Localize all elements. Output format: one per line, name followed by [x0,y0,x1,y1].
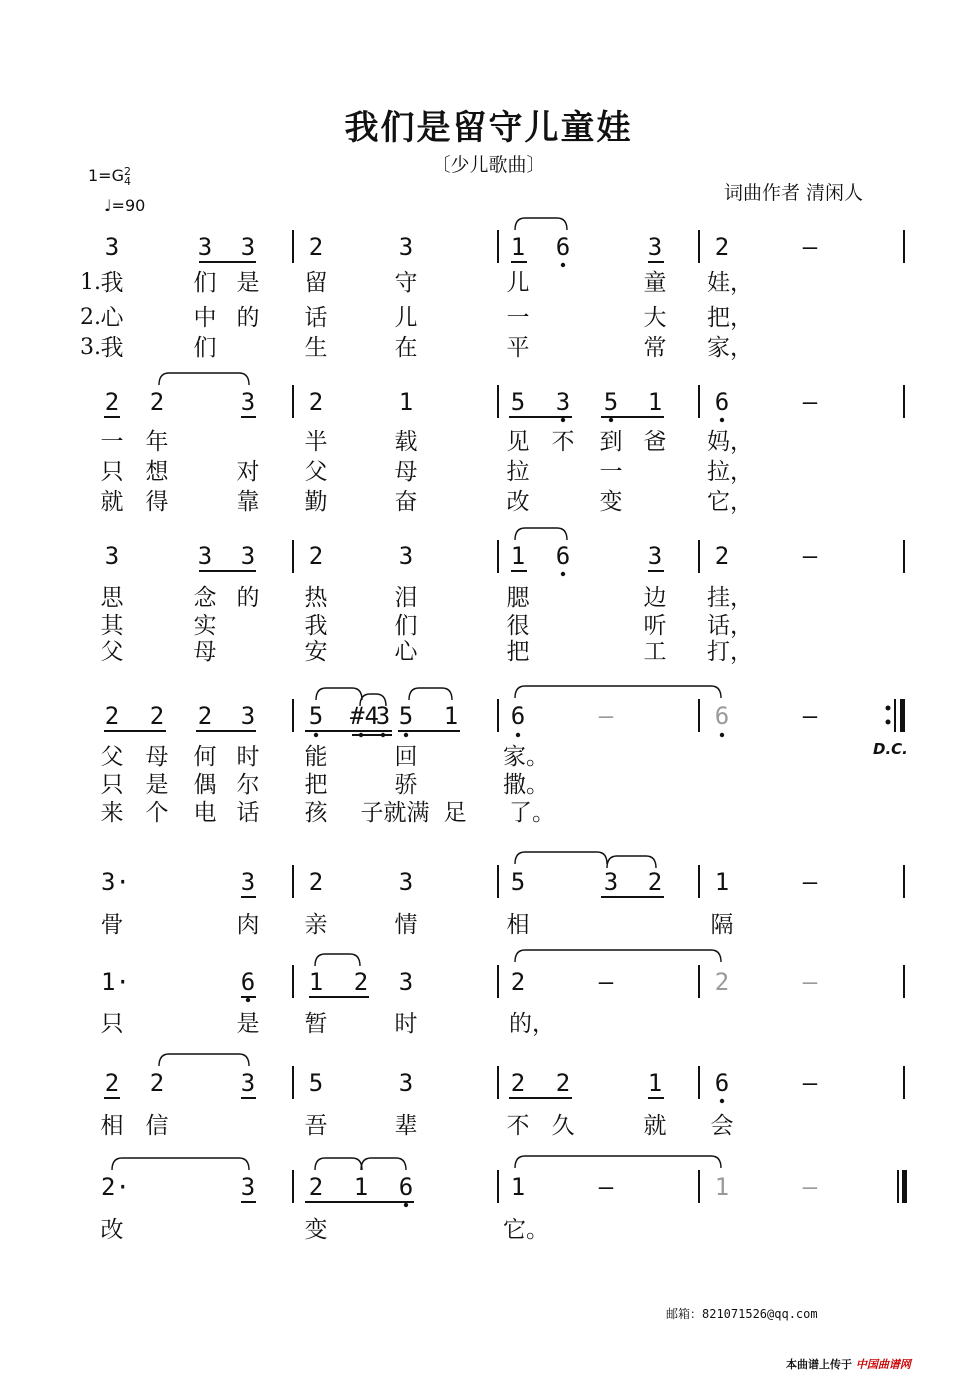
quarter-note-icon: ♩ [104,196,112,215]
slur-arc [515,528,567,540]
note: 3 [398,868,414,896]
repeat-dot [886,706,891,711]
lyric-syllable: 的 [236,305,260,331]
lyric-syllable: 到 [599,429,623,455]
lyric-syllable: 它， [707,489,753,515]
note: 1 [647,1069,663,1097]
note: 3 [240,542,256,570]
lower-octave-dot [314,733,318,737]
lower-octave-dot [359,733,363,737]
note: 5 [308,1069,324,1097]
lyric-syllable: 只 [100,1011,124,1037]
slur-arc [515,686,721,698]
note: 2 [510,968,526,996]
lyric-syllable: 生 [304,335,328,361]
lyric-syllable: 挂， [707,585,753,611]
note: 3 [197,233,213,261]
lyric-syllable: 是 [236,270,260,296]
lyric-syllable: 童 [643,270,667,296]
repeat-dot [886,720,891,725]
note: 2 [308,1173,324,1201]
lyric-syllable: 守 [394,270,418,296]
note: 2 [647,868,663,896]
note: 3 [647,542,663,570]
lyric-syllable: 心 [100,305,124,331]
note: 2 [197,702,213,730]
note: – [802,702,818,730]
song-title: 我们是留守儿童娃 [344,108,633,148]
lyric-syllable: 父 [100,639,124,665]
note: 5 [308,702,324,730]
slur-arc [159,1054,249,1066]
lyric-syllable: 隔 [710,912,734,938]
note: 2 [308,388,324,416]
slur-arc [316,688,362,700]
slur-arc [515,852,607,864]
lyric-syllable: 情 [394,912,418,938]
lyric-syllable: 吾 [304,1113,328,1139]
lyric-syllable: 时 [236,744,260,770]
note: 1 [510,1173,526,1201]
note: 2 [555,1069,571,1097]
lyric-syllable: 一 [100,429,124,455]
lyric-syllable: 载 [394,429,418,455]
lyric-syllable: 辈 [394,1113,418,1139]
note: 3 [398,233,414,261]
lower-octave-dot [561,572,565,576]
lyric-syllable: 它。 [503,1217,549,1243]
lyric-syllable: 久 [551,1113,575,1139]
time-bottom: 4 [123,174,131,188]
lyric-syllable: 娃， [707,270,753,296]
note: 3 [104,233,120,261]
lyric-syllable: 的 [236,585,260,611]
lyric-syllable: 亲 [304,912,328,938]
note: – [802,233,818,261]
lyric-syllable: 拉 [506,459,530,485]
lyric-syllable: 勤 [304,489,328,515]
note: 2 [714,968,730,996]
lyric-syllable: 中 [193,305,217,331]
note: – [598,968,614,996]
note: 6 [510,702,526,730]
lyric-syllable: 暂 [304,1011,328,1037]
note: 1 [510,542,526,570]
note: 1 [308,968,324,996]
note: 6 [555,542,571,570]
lower-octave-dot [246,998,250,1002]
lyric-syllable: 偶 [193,772,217,798]
note: 3 [240,1173,256,1201]
slur-arc [360,694,386,706]
lyric-syllable: 回 [394,744,418,770]
lyric-syllable: 把， [707,305,753,331]
note: 6 [714,388,730,416]
lyric-syllable: 母 [145,744,169,770]
lyric-syllable: 母 [394,459,418,485]
contact-email: 邮箱：821071526@qq.com [666,1307,818,1321]
lyric-syllable: 家， [707,335,753,361]
lyric-syllable: 们 [394,613,418,639]
note: 3 [240,388,256,416]
song-subtitle: 〔少儿歌曲〕 [431,154,546,176]
lyric-syllable: 靠 [236,489,260,515]
lyric-syllable: 母 [193,639,217,665]
lyric-syllable: 年 [145,429,169,455]
lyric-syllable: 安 [304,639,328,665]
lyric-syllable: 就 [100,489,124,515]
note: 3 [240,1069,256,1097]
lyric-syllable: 子就满 [360,800,430,826]
verse-number: 1. [80,270,101,295]
lower-octave-dot [561,263,565,267]
lower-octave-dot [720,1099,724,1103]
note: 3 [240,233,256,261]
lyric-syllable: 半 [304,429,328,455]
lower-octave-dot [404,733,408,737]
lyric-syllable: 改 [100,1217,124,1243]
lyric-syllable: 孩 [304,800,328,826]
lyric-syllable: 的， [509,1011,555,1037]
lower-octave-dot [609,418,613,422]
slur-arc [515,218,567,230]
note: 3· [101,868,130,896]
slur-arc [159,373,249,385]
note: 3 [197,542,213,570]
lyric-syllable: 肉 [236,912,260,938]
note: 2 [353,968,369,996]
note: 2 [104,1069,120,1097]
lyric-syllable: 奋 [394,489,418,515]
note: 6 [555,233,571,261]
note: 3 [398,968,414,996]
lower-octave-dot [516,733,520,737]
note: – [598,1173,614,1201]
verse-number: 2. [80,305,101,330]
note: 6 [240,968,256,996]
lyric-syllable: 何 [193,744,217,770]
lyric-syllable: 泪 [394,585,418,611]
lyric-syllable: 儿 [394,305,418,331]
note: 3 [398,1069,414,1097]
lyric-syllable: 想 [145,459,169,485]
lyric-syllable: 家。 [503,744,549,770]
lyric-syllable: 们 [193,335,217,361]
lyric-syllable: 思 [100,585,124,611]
composer-credit: 词曲作者 清闲人 [724,182,864,204]
note: 5 [398,702,414,730]
lyric-syllable: 在 [394,335,418,361]
footer-text: 本曲谱上传于 [786,1358,852,1371]
note: 6 [714,702,730,730]
note: 1 [714,1173,730,1201]
lyric-syllable: 平 [506,335,530,361]
lyric-syllable: 电 [193,800,217,826]
lyric-syllable: 其 [100,613,124,639]
note: – [802,542,818,570]
lyric-syllable: 是 [236,1011,260,1037]
lyric-syllable: 热 [304,585,328,611]
note: 6 [398,1173,414,1201]
lyric-syllable: 听 [643,613,667,639]
lower-octave-dot [381,733,385,737]
lyric-syllable: 见 [506,429,530,455]
lower-octave-dot [561,418,565,422]
lyric-syllable: 尔 [236,772,260,798]
lyric-syllable: 把 [506,639,530,665]
lyric-syllable: 我 [100,335,124,361]
lyric-syllable: 不 [551,429,575,455]
note: – [802,1173,818,1201]
lyric-syllable: 个 [145,800,169,826]
note: 2 [510,1069,526,1097]
note: 6 [714,1069,730,1097]
lyric-syllable: 变 [599,489,623,515]
note: 3 [240,702,256,730]
note: 2 [308,868,324,896]
slur-arc [112,1158,249,1170]
note: 2 [308,542,324,570]
note: 3 [104,542,120,570]
note: 1 [647,388,663,416]
lyric-syllable: 骨 [100,912,124,938]
note: #4 [350,702,379,730]
note: 3 [603,868,619,896]
lyric-syllable: 相 [100,1113,124,1139]
lyric-syllable: 父 [100,744,124,770]
lyric-syllable: 们 [193,270,217,296]
slur-arc [515,950,721,962]
note: 3 [398,542,414,570]
note: 2 [149,388,165,416]
note: – [802,868,818,896]
time-top: 2 [123,164,131,178]
site-logo: 中国曲谱网 [855,1358,911,1371]
note: 2 [308,233,324,261]
lyric-syllable: 信 [145,1113,169,1139]
lyric-syllable: 对 [236,459,260,485]
note: 5 [510,388,526,416]
lyric-syllable: 时 [394,1011,418,1037]
note: – [598,702,614,730]
lyric-syllable: 工 [643,639,667,665]
note: 2 [104,702,120,730]
dc-marking: D.C. [873,740,908,758]
note: 1 [510,233,526,261]
lyric-syllable: 我 [304,613,328,639]
lower-octave-dot [404,1203,408,1207]
lyric-syllable: 大 [643,305,667,331]
note: 3 [375,702,391,730]
note: 3 [647,233,663,261]
lyric-syllable: 只 [100,772,124,798]
slur-arc [409,688,452,700]
note: 2· [101,1173,130,1201]
lyric-syllable: 是 [145,772,169,798]
note: 1· [101,968,130,996]
lyric-syllable: 念 [193,585,217,611]
note: 1 [353,1173,369,1201]
lyric-syllable: 得 [145,489,169,515]
slur-arc [361,1158,406,1170]
note: – [802,1069,818,1097]
note: – [802,388,818,416]
lyric-syllable: 只 [100,459,124,485]
lyric-syllable: 一 [599,459,623,485]
slur-arc [315,1158,362,1170]
slur-arc [515,1156,721,1168]
note: 2 [149,1069,165,1097]
lower-octave-dot [720,418,724,422]
note: 2 [714,233,730,261]
lyric-syllable: 骄 [394,772,418,798]
slur-arc [315,954,360,966]
lyric-syllable: 能 [304,744,328,770]
lyric-syllable: 话， [707,613,753,639]
lyric-syllable: 不 [506,1113,530,1139]
lyric-syllable: 儿 [506,270,530,296]
lyric-syllable: 足 [443,800,467,826]
lyric-syllable: 妈， [707,429,753,455]
lyric-syllable: 相 [506,912,530,938]
lyric-syllable: 把 [304,772,328,798]
note: 5 [510,868,526,896]
lyric-syllable: 撒。 [503,772,549,798]
lyric-syllable: 了。 [509,800,555,826]
note: 2 [149,702,165,730]
note: 1 [714,868,730,896]
slur-arc [607,856,656,868]
lyric-syllable: 爸 [643,429,667,455]
note: 2 [104,388,120,416]
lyric-syllable: 变 [304,1217,328,1243]
tempo-value: =90 [111,196,146,215]
lyric-syllable: 会 [710,1113,734,1139]
lyric-syllable: 来 [100,800,124,826]
verse-number: 3. [80,335,101,360]
lyric-syllable: 就 [643,1113,667,1139]
note: 3 [240,868,256,896]
lyric-syllable: 改 [506,489,530,515]
note: 5 [603,388,619,416]
lyric-syllable: 很 [506,613,530,639]
lyric-syllable: 拉， [707,459,753,485]
lyric-syllable: 常 [643,335,667,361]
lower-octave-dot [720,733,724,737]
lyric-syllable: 一 [506,305,530,331]
note: 1 [398,388,414,416]
lyric-syllable: 我 [100,270,124,296]
lyric-syllable: 话 [236,800,260,826]
lyric-syllable: 边 [643,585,667,611]
lyric-syllable: 实 [193,613,217,639]
lyric-syllable: 父 [304,459,328,485]
key-prefix: 1=G [88,166,124,185]
lyric-syllable: 心 [394,639,418,665]
lyric-syllable: 留 [304,270,328,296]
note: 3 [555,388,571,416]
note: 1 [443,702,459,730]
note: – [802,968,818,996]
note: 2 [714,542,730,570]
lyric-syllable: 话 [304,305,328,331]
lyric-syllable: 腮 [506,585,530,611]
lyric-syllable: 打， [707,639,753,665]
